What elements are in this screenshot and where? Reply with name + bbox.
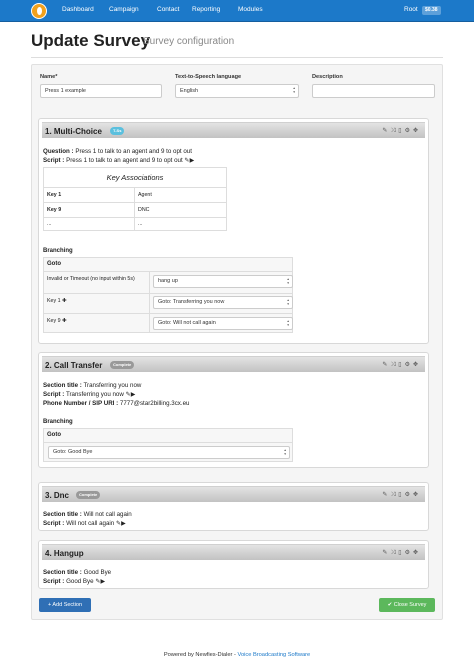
shuffle-icon[interactable]: ⤨	[390, 362, 399, 368]
section-title-label: Section title :	[43, 569, 82, 576]
play-icon[interactable]: ▶	[189, 157, 195, 164]
script-text: Will not call again	[66, 520, 115, 527]
script-label: Script :	[43, 520, 65, 527]
value-cell: Agent	[138, 192, 152, 198]
section-panel-dnc	[38, 482, 429, 531]
key-table-title: Key Associations	[106, 173, 164, 182]
name-input[interactable]: Press 1 example	[40, 84, 162, 98]
description-input[interactable]	[312, 84, 435, 98]
section-badge: T-Ss	[110, 127, 124, 135]
tts-label: Text-to-Speech language	[175, 74, 242, 80]
gear-icon[interactable]: ⚙	[404, 128, 413, 134]
branching-label: Branching	[43, 419, 73, 425]
edit-icon[interactable]: ✎	[184, 157, 190, 164]
edit-icon[interactable]: ✎	[125, 391, 131, 398]
script-text: Transferring you now	[65, 391, 124, 398]
section-header	[42, 122, 425, 138]
section-title-text: Good Bye	[83, 569, 112, 576]
footer: Powered by Newfies-Dialer - Voice Broadcasting Software	[163, 652, 311, 658]
goto-header: Goto	[47, 432, 61, 438]
plus-circle-icon[interactable]: ✚	[62, 318, 67, 324]
script-label: Script :	[43, 578, 65, 585]
nav-modules[interactable]: Modules	[238, 6, 263, 13]
section-header	[42, 356, 425, 372]
key-cell: Key 9	[47, 207, 62, 213]
pencil-icon[interactable]: ✎	[382, 362, 391, 368]
edit-icon[interactable]: ✎	[115, 520, 122, 527]
branch-key: Invalid or Timeout (no input within 5s)	[47, 276, 135, 282]
section-tools	[382, 491, 421, 499]
value-cell: DNC	[138, 207, 150, 213]
branch-goto-select[interactable]: hang up ▴ ▾	[153, 275, 293, 288]
branch-goto-select[interactable]: Goto: Will not call again ▴ ▾	[153, 317, 293, 330]
check-icon: ✔	[387, 602, 394, 608]
section-badge: Complete	[76, 491, 100, 499]
question-text: Press 1 to talk to an agent and 9 to opt out	[75, 148, 192, 155]
plus-circle-icon[interactable]: ✚	[62, 298, 67, 304]
move-icon[interactable]: ✥	[412, 128, 421, 134]
section-header	[42, 544, 425, 560]
branch-key: Key 9 ✚	[47, 318, 67, 324]
section-panel-hangup	[38, 540, 429, 589]
phone-text: 7777@star2billing.3cx.eu	[119, 400, 190, 407]
section-title-label: Section title :	[43, 511, 82, 518]
section-title: 1. Multi-Choice	[45, 127, 102, 136]
section-panel-multi-choice	[38, 118, 429, 344]
trash-icon[interactable]: ▯	[398, 492, 405, 498]
script-label: Script :	[43, 157, 65, 164]
value-cell: ...	[138, 221, 143, 227]
edit-icon[interactable]: ✎	[95, 578, 101, 585]
section-tools	[382, 127, 421, 135]
balance-badge: $0.38	[422, 6, 441, 15]
section-title: 2. Call Transfer	[45, 361, 103, 370]
shuffle-icon[interactable]: ⤨	[390, 550, 399, 556]
section-tools	[382, 549, 421, 557]
divider	[31, 57, 443, 58]
gear-icon[interactable]: ⚙	[404, 362, 413, 368]
footer-link[interactable]: Voice Broadcasting Software	[237, 652, 311, 658]
phone-label: Phone Number / SIP URI :	[43, 400, 119, 407]
section-tools	[382, 361, 421, 369]
gear-icon[interactable]: ⚙	[404, 550, 413, 556]
key-associations-table	[43, 167, 227, 231]
trash-icon[interactable]: ▯	[398, 128, 405, 134]
shuffle-icon[interactable]: ⤨	[390, 128, 399, 134]
trash-icon[interactable]: ▯	[398, 362, 405, 368]
play-icon[interactable]: ▶	[130, 391, 136, 398]
top-navbar	[0, 0, 474, 22]
gear-icon[interactable]: ⚙	[404, 492, 413, 498]
script-text: Press 1 to talk to an agent and 9 to opt out	[66, 157, 183, 164]
branching-table	[43, 428, 293, 462]
nav-campaign[interactable]: Campaign	[109, 6, 139, 13]
section-panel-call-transfer	[38, 352, 429, 468]
pencil-icon[interactable]: ✎	[382, 492, 391, 498]
branch-key: Key 1 ✚	[47, 298, 67, 304]
question-label: Question :	[43, 148, 74, 155]
play-icon[interactable]: ▶	[121, 520, 126, 527]
move-icon[interactable]: ✥	[412, 492, 421, 498]
logo-icon[interactable]	[31, 3, 47, 19]
shuffle-icon[interactable]: ⤨	[390, 492, 399, 498]
tts-language-select[interactable]: English ▴ ▾	[175, 84, 299, 98]
close-survey-button[interactable]: ✔ Close Survey	[379, 598, 435, 612]
section-title-text: Will not call again	[83, 511, 132, 518]
goto-header: Goto	[47, 261, 61, 267]
section-title-text: Transferring you now	[83, 382, 142, 389]
move-icon[interactable]: ✥	[412, 550, 421, 556]
branch-goto-select[interactable]: Goto: Transferring you now ▴ ▾	[153, 296, 293, 309]
page-subtitle: Survey configuration	[143, 36, 235, 47]
page-title: Update Survey	[31, 31, 151, 50]
pencil-icon[interactable]: ✎	[382, 128, 391, 134]
script-text: Good Bye	[66, 578, 94, 585]
branching-label: Branching	[43, 248, 73, 254]
section-header	[42, 486, 425, 502]
play-icon[interactable]: ▶	[100, 578, 106, 585]
nav-dashboard[interactable]: Dashboard	[62, 6, 94, 13]
nav-contact[interactable]: Contact	[157, 6, 180, 13]
script-label: Script :	[43, 391, 65, 398]
section-title: 3. Dnc	[45, 491, 70, 500]
user-menu[interactable]: Root	[404, 6, 418, 13]
trash-icon[interactable]: ▯	[398, 550, 405, 556]
name-label: Name*	[40, 74, 58, 80]
goto-select[interactable]: Goto: Good Bye ▴ ▾	[48, 446, 290, 459]
key-cell: Key 1	[47, 192, 62, 198]
section-title: 4. Hangup	[45, 549, 84, 558]
branching-table	[43, 257, 293, 333]
add-section-button[interactable]: + Add Section	[39, 598, 91, 612]
nav-reporting[interactable]: Reporting	[192, 6, 221, 13]
pencil-icon[interactable]: ✎	[382, 550, 391, 556]
move-icon[interactable]: ✥	[412, 362, 421, 368]
section-title-label: Section title :	[43, 382, 82, 389]
section-badge: Complete	[110, 361, 134, 369]
description-label: Description	[312, 74, 343, 80]
key-cell: ...	[47, 221, 52, 227]
